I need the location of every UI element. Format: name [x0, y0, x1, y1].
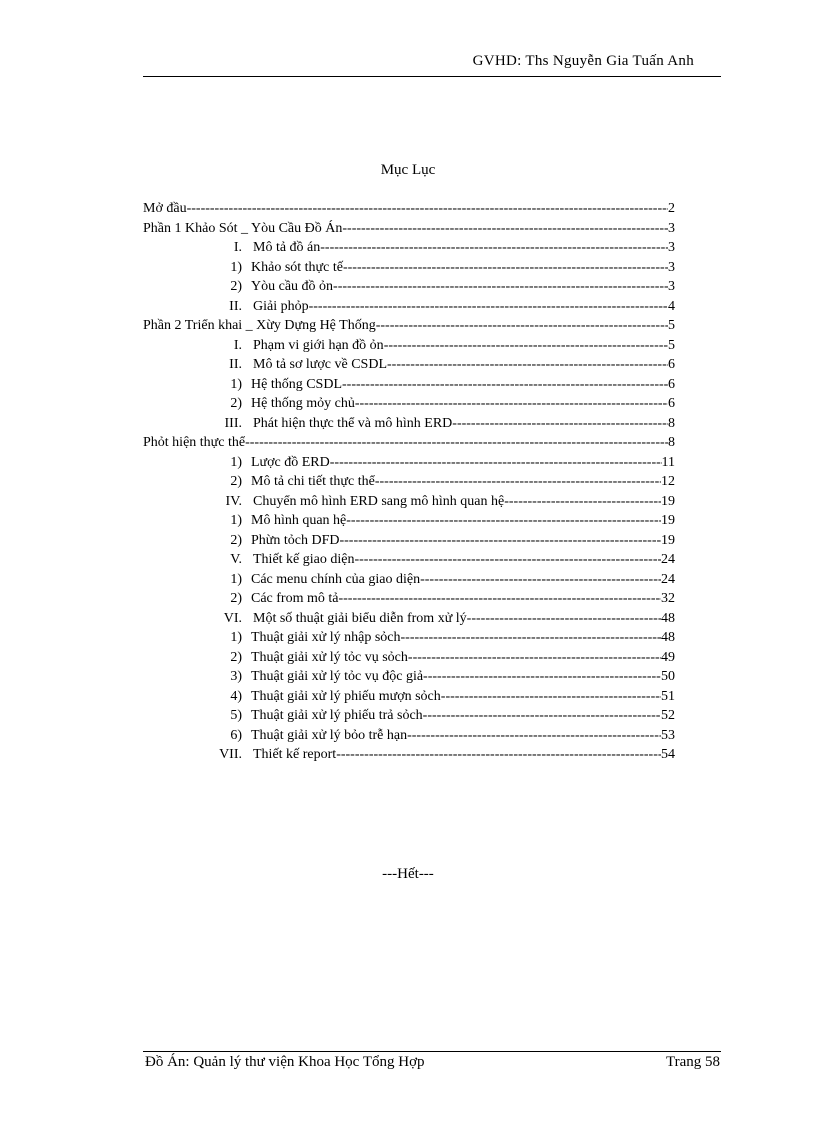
footer-title: Đồ Án: Quản lý thư viện Khoa Học Tổng Hợp: [145, 1054, 425, 1070]
toc-entry-page: 11: [661, 454, 675, 470]
toc-leader-dashes: [384, 338, 668, 354]
toc-leader-dashes: [346, 513, 661, 529]
toc-entry-page: 2: [668, 201, 675, 216]
toc-entry-number: 1): [230, 259, 242, 275]
toc-entry[interactable]: [143, 513, 675, 533]
toc-entry-page: 3: [668, 279, 675, 294]
toc-leader-dashes: [401, 630, 661, 646]
toc-entry-page: 3: [668, 259, 675, 275]
toc-entry-number: III.: [224, 415, 242, 431]
toc-entry-label: Thuật giải xử lý phiếu mượn sỏch: [251, 688, 441, 704]
toc-entry[interactable]: [143, 201, 675, 221]
toc-entry[interactable]: [143, 747, 675, 767]
toc-leader-dashes: [423, 669, 661, 685]
toc-entry[interactable]: [143, 591, 675, 611]
toc-entry-page: 8: [668, 415, 675, 431]
toc-entry-label: Mô tả sơ lược về CSDL: [253, 357, 387, 372]
toc-leader-dashes: [504, 494, 661, 510]
toc-entry-label: Phừn tỏch DFD: [251, 532, 340, 548]
toc-entry-page: 51: [661, 688, 675, 704]
toc-entry[interactable]: [143, 689, 675, 709]
toc-entry[interactable]: [143, 318, 675, 338]
toc-entry-number: I.: [233, 337, 242, 353]
toc-entry-label: Phần 2 Triển khai _ Xừy Dựng Hệ Thống: [143, 318, 376, 333]
toc-entry-page: 4: [668, 298, 675, 314]
toc-entry[interactable]: [143, 260, 675, 280]
toc-entry-label: Thuật giải xử lý nhập sỏch: [251, 630, 401, 645]
end-marker: ---Hết---: [382, 866, 434, 882]
toc-entry-number: 2): [230, 474, 242, 489]
toc-entry[interactable]: [143, 533, 675, 553]
toc-entry-number: 1): [230, 630, 242, 645]
toc-entry-page: 19: [661, 532, 675, 548]
toc-entry[interactable]: [143, 221, 675, 241]
toc-entry-label: Mô tả đồ án: [253, 240, 321, 255]
toc-title: Mục Lục: [380, 162, 436, 178]
table-of-contents: [143, 201, 675, 767]
toc-entry-label: Phát hiện thực thể và mô hình ERD: [253, 415, 453, 431]
toc-entry-label: Hệ thống CSDL: [251, 376, 342, 392]
toc-entry-page: 24: [661, 571, 675, 587]
toc-entry-number: 1): [230, 376, 242, 392]
toc-entry-label: Mô hình quan hệ: [251, 513, 347, 528]
toc-leader-dashes: [408, 650, 661, 666]
toc-entry-page: 52: [661, 708, 675, 723]
page-header: GVHD: Ths Nguyễn Gia Tuấn Anh: [472, 53, 694, 69]
toc-entry[interactable]: [143, 377, 675, 397]
toc-entry-number: 2): [230, 279, 242, 294]
toc-entry-number: II.: [229, 357, 242, 372]
toc-entry[interactable]: [143, 474, 675, 494]
toc-entry-label: Các menu chính của giao diện: [251, 571, 421, 587]
toc-entry-page: 5: [668, 337, 675, 353]
toc-leader-dashes: [343, 260, 668, 276]
toc-entry-page: 50: [661, 669, 675, 684]
toc-entry-label: Thiết kế report: [253, 747, 337, 762]
toc-leader-dashes: [330, 455, 662, 471]
toc-entry-number: 3): [230, 669, 242, 684]
toc-leader-dashes: [375, 474, 661, 490]
toc-entry[interactable]: [143, 572, 675, 592]
toc-entry-number: 1): [230, 571, 242, 587]
toc-leader-dashes: [187, 201, 668, 217]
toc-leader-dashes: [452, 416, 668, 432]
toc-entry-label: Các from mô tả: [251, 591, 339, 606]
toc-entry-number: 1): [230, 513, 242, 528]
toc-entry[interactable]: [143, 240, 675, 260]
toc-leader-dashes: [387, 357, 668, 373]
toc-leader-dashes: [338, 591, 661, 607]
toc-entry-number: 4): [230, 688, 242, 704]
toc-entry-label: Phần 1 Khảo Sót _ Yòu Cầu Đồ Án: [143, 220, 343, 236]
toc-entry-number: V.: [230, 552, 242, 567]
toc-entry[interactable]: [143, 357, 675, 377]
toc-entry-label: Một số thuật giải biểu diễn from xử lý: [253, 610, 467, 626]
toc-entry-page: 5: [668, 318, 675, 333]
toc-entry-label: Phỏt hiện thực thể: [143, 435, 246, 450]
toc-entry[interactable]: [143, 435, 675, 455]
toc-entry-page: 19: [661, 493, 675, 509]
toc-entry-label: Hệ thống mỏy chủ: [251, 396, 355, 411]
toc-leader-dashes: [355, 396, 668, 412]
toc-entry-label: Chuyển mô hình ERD sang mô hình quan hệ: [253, 493, 505, 509]
toc-entry-page: 49: [661, 649, 675, 665]
toc-entry-page: 12: [661, 474, 675, 489]
toc-entry-label: Mô tả chi tiết thực thể: [251, 474, 375, 489]
toc-entry-label: Mở đầu: [143, 201, 187, 216]
toc-entry-page: 53: [661, 727, 675, 743]
toc-entry[interactable]: [143, 396, 675, 416]
toc-entry-label: Thuật giải xử lý tỏc vụ sỏch: [251, 649, 408, 665]
toc-entry[interactable]: [143, 299, 675, 319]
toc-entry[interactable]: [143, 552, 675, 572]
toc-entry-page: 6: [668, 376, 675, 392]
toc-leader-dashes: [441, 689, 661, 705]
toc-entry-number: I.: [233, 240, 242, 255]
toc-entry-label: Yòu cầu đồ ỏn: [251, 279, 334, 294]
toc-leader-dashes: [333, 279, 668, 295]
footer-rule: [143, 1051, 721, 1052]
toc-entry-label: Khảo sót thực tế: [251, 259, 343, 275]
toc-entry-page: 19: [661, 513, 675, 528]
toc-entry-page: 54: [661, 747, 675, 762]
toc-leader-dashes: [342, 377, 668, 393]
toc-entry-number: 2): [230, 649, 242, 665]
toc-entry[interactable]: [143, 494, 675, 514]
toc-entry-number: 1): [230, 454, 242, 470]
toc-entry-number: VI.: [223, 610, 242, 626]
toc-entry[interactable]: [143, 279, 675, 299]
toc-entry-page: 3: [668, 220, 675, 236]
toc-entry-page: 6: [668, 357, 675, 372]
toc-entry-label: Thuật giải xử lý phiếu trả sỏch: [251, 708, 423, 723]
toc-entry-page: 32: [661, 591, 675, 606]
toc-entry-page: 48: [661, 610, 675, 626]
toc-entry[interactable]: [143, 611, 675, 631]
toc-entry-number: 6): [230, 727, 242, 743]
toc-entry-number: 2): [230, 396, 242, 411]
toc-entry[interactable]: [143, 630, 675, 650]
toc-entry-label: Thuật giải xử lý bỏo trễ hạn: [251, 727, 408, 743]
toc-entry[interactable]: [143, 728, 675, 748]
toc-entry-page: 8: [668, 435, 675, 450]
toc-leader-dashes: [336, 747, 661, 763]
header-rule: [143, 76, 721, 77]
toc-entry-page: 6: [668, 396, 675, 411]
toc-leader-dashes: [423, 708, 661, 724]
toc-entry-number: II.: [229, 298, 242, 314]
toc-leader-dashes: [376, 318, 668, 334]
toc-entry-number: 5): [230, 708, 242, 723]
toc-leader-dashes: [354, 552, 661, 568]
toc-entry-number: IV.: [225, 493, 242, 509]
toc-leader-dashes: [420, 572, 661, 588]
toc-leader-dashes: [342, 221, 668, 237]
toc-entry-page: 24: [661, 552, 675, 567]
toc-leader-dashes: [407, 728, 661, 744]
toc-leader-dashes: [245, 435, 668, 451]
toc-entry[interactable]: [143, 338, 675, 358]
toc-entry[interactable]: [143, 650, 675, 670]
toc-entry-label: Giải phỏp: [253, 298, 309, 314]
toc-entry-label: Thuật giải xử lý tỏc vụ độc giả: [251, 669, 424, 684]
toc-entry[interactable]: [143, 455, 675, 475]
toc-entry-page: 3: [668, 240, 675, 255]
toc-entry-label: Thiết kế giao diện: [253, 552, 355, 567]
toc-entry-number: 2): [230, 591, 242, 606]
toc-entry[interactable]: [143, 708, 675, 728]
toc-leader-dashes: [320, 240, 668, 256]
page-number: Trang 58: [665, 1054, 720, 1070]
toc-entry[interactable]: [143, 416, 675, 436]
toc-entry-label: Phạm vi giới hạn đồ ỏn: [253, 337, 384, 353]
toc-entry-page: 48: [661, 630, 675, 645]
toc-entry[interactable]: [143, 669, 675, 689]
toc-entry-number: 2): [230, 532, 242, 548]
toc-leader-dashes: [309, 299, 668, 315]
toc-leader-dashes: [467, 611, 661, 627]
toc-entry-label: Lược đồ ERD: [251, 454, 330, 470]
toc-leader-dashes: [339, 533, 661, 549]
toc-entry-number: VII.: [219, 747, 242, 762]
